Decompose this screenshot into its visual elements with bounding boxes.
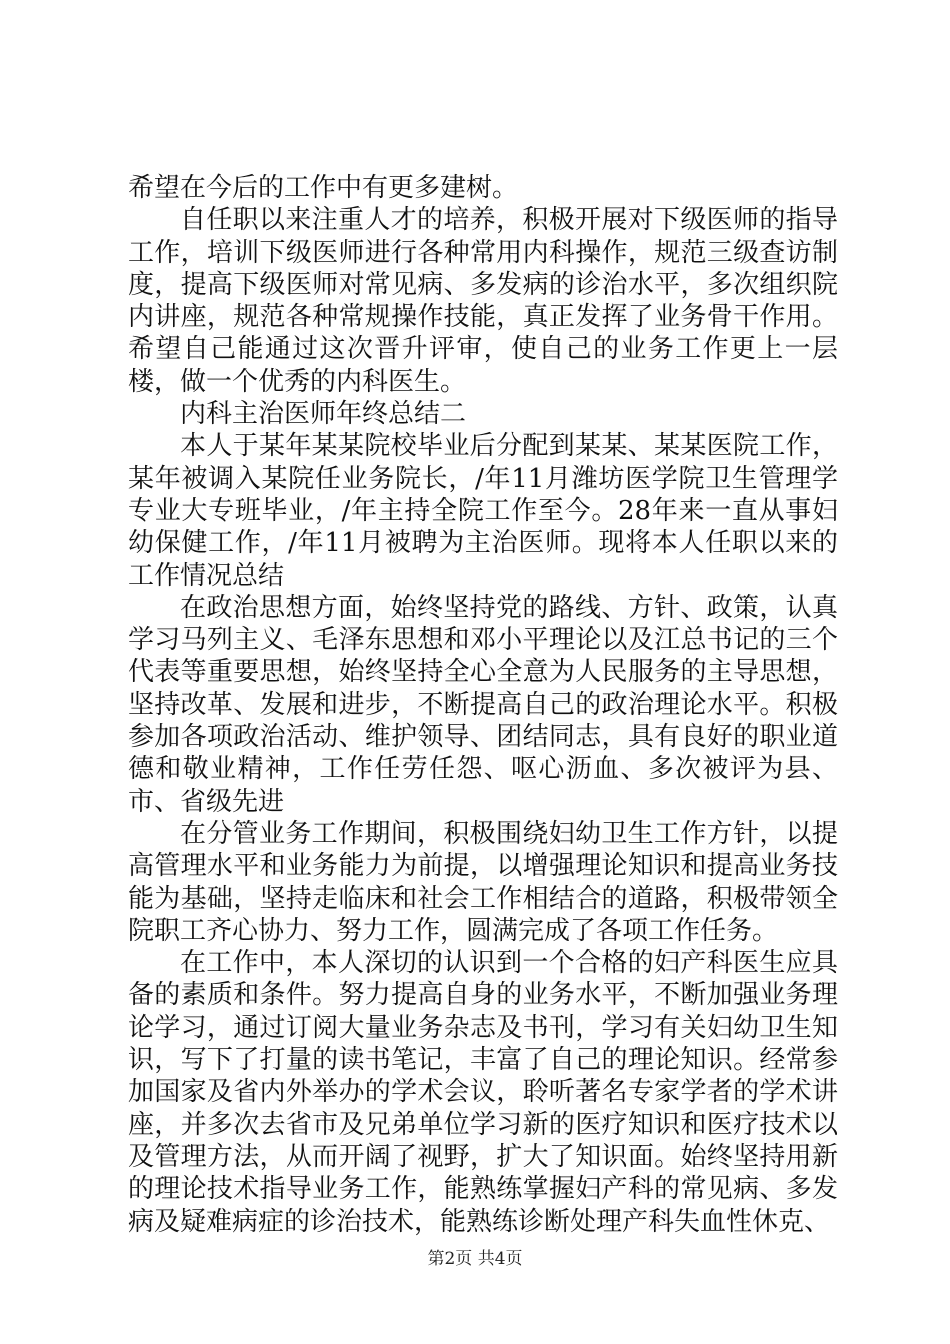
paragraph-2: 自任职以来注重人才的培养，积极开展对下级医师的指导工作，培训下级医师进行各种常用内科操作，规范三级查访制度，提高下级医师对常见病、多发病的诊治水平，多次组织院内讲座，规范各种常规操作技能，真正发挥了业务骨干作用。希望自己能通过这次晋升评审，使自己的业务工作更上一层楼，做一个优秀的内科医生。 (128, 205, 838, 397)
paragraph-1: 希望在今后的工作中有更多建树。 (128, 173, 519, 203)
paragraph-5: 在政治思想方面，始终坚持党的路线、方针、政策，认真学习马列主义、毛泽东思想和邓小平理论以及江总书记的三个代表等重要思想，始终坚持全心全意为人民服务的主导思想，坚持改革、发展和进步，不断提高自己的政治理论水平。积极参加各项政治活动、维护领导、团结同志，具有良好的职业道德和敬业精神，工作任劳任怨、呕心沥血、多次被评为县、市、省级先进 (128, 592, 838, 817)
section-heading: 内科主治医师年终总结二 (180, 399, 467, 430)
paragraph-4: 本人于某年某某院校毕业后分配到某某、某某医院工作，某年被调入某院任业务院长，/年11月潍坊医学院卫生管理学专业大专班毕业，/年主持全院工作至今。28年来一直从事妇幼保健工作，/年11月被聘为主治医师。现将本人任职以来的工作情况总结 (128, 431, 838, 591)
paragraph-6: 在分管业务工作期间，积极围绕妇幼卫生工作方针，以提高管理水平和业务能力为前提，以增强理论知识和提高业务技能为基础，坚持走临床和社会工作相结合的道路，积极带领全院职工齐心协力、努力工作，圆满完成了各项工作任务。 (128, 818, 838, 946)
document-body (128, 172, 838, 1238)
page-number-footer: 第2页 共4页 (427, 1249, 523, 1269)
paragraph-7: 在工作中，本人深切的认识到一个合格的妇产科医生应具备的素质和条件。努力提高自身的业务水平，不断加强业务理论学习，通过订阅大量业务杂志及书刊，学习有关妇幼卫生知识，写下了打量的读书笔记，丰富了自己的理论知识。经常参加国家及省内外举办的学术会议，聆听著名专家学者的学术讲座，并多次去省市及兄弟单位学习新的医疗知识和医疗技术以及管理方法，从而开阔了视野，扩大了知识面。始终坚持用新的理论技术指导业务工作，能熟练掌握妇产科的常见病、多发病及疑难病症的诊治技术，能熟练诊断处理产科失血性休克、 (128, 948, 838, 1237)
